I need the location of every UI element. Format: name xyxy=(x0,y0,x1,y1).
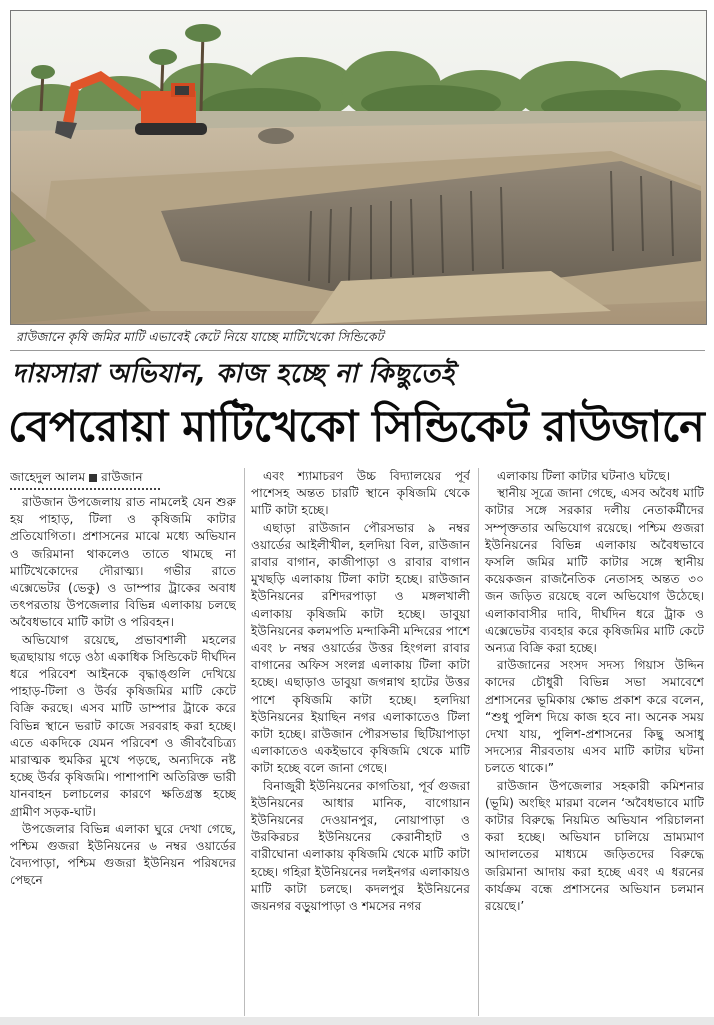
article-column-3 xyxy=(478,468,704,1016)
paragraph: এলাকায় টিলা কাটার ঘটনাও ঘটছে। xyxy=(497,469,671,483)
article-column-2 xyxy=(244,468,470,1016)
article-photo xyxy=(10,10,707,325)
square-bullet-icon xyxy=(89,474,97,482)
byline-divider xyxy=(10,488,160,490)
paragraph: উপজেলার বিভিন্ন এলাকা ঘুরে দেখা গেছে, পশ্চিম গুজরা ইউনিয়নের ৬ নম্বর ওয়ার্ডের বৈদ্যপাড়া, পশ্চিম গুজরা ইউনিয়ন পরিষদের পেছনে xyxy=(10,821,236,888)
article-column-1 xyxy=(10,468,236,1016)
paragraph: এবং শ্যামাচরণ উচ্চ বিদ্যালয়ের পূর্ব পাশেসহ অন্তত চারটি স্থানে কৃষিজমি থেকে মাটি কাটা হচ্ছে। xyxy=(251,469,470,518)
paragraph: অভিযোগ রয়েছে, প্রভাবশালী মহলের ছত্রছায়ায় গড়ে ওঠা একাধিক সিন্ডিকেট দীর্ঘদিন ধরে পরিবেশ আইনকে বৃদ্ধাঙ্গুলি দেখিয়ে পাহাড়-টিলা ও উর্বর কৃষিজমির মাটি কেটে বিক্রি করছে। এসব মাটি ডাম্পার ট্রাকে করে বিভিন্ন স্থানে ভরাট কাজে সরবরাহ করা হচ্ছে। এতে একদিকে যেমন পরিবেশ ও জীববৈচিত্র্য মারাত্মক হুমকির মুখে পড়ছে, অন্যদিকে নষ্ট হচ্ছে উর্বর কৃষিজমি। পাশাপাশি অতিরিক্ত ভারী যানবাহন চলাচলের কারণে ক্ষতিগ্রস্ত হচ্ছে গ্রামীণ সড়ক-ঘাট। xyxy=(10,632,236,819)
byline xyxy=(10,468,236,486)
page-footer-band xyxy=(0,1017,714,1025)
paragraph: স্থানীয় সূত্রে জানা গেছে, এসব অবৈধ মাটি কাটার সঙ্গে সরকার দলীয় নেতাকর্মীদের সম্পৃক্ততার অভিযোগ রয়েছে। পশ্চিম গুজরা ইউনিয়নের বিভিন্ন এলাকায় অবৈধভাবে ফসলি জমির মাটি কাটার সঙ্গে স্থানীয় কয়েকজন রাজনৈতিক নেতাসহ অন্তত ৩০ জন জড়িত রয়েছে বলে অভিযোগ উঠেছে। এলাকাবাসীর দাবি, দীর্ঘদিন ধরে ট্রাক ও এক্সেভেটর ব্যবহার করে কৃষিজমির মাটি কেটে অন্যত্র বিক্রি করা হচ্ছে। xyxy=(485,486,704,656)
article-headline: বেপরোয়া মাটিখেকো সিন্ডিকেট রাউজানে xyxy=(8,402,705,452)
byline-place: রাউজান xyxy=(101,470,143,484)
paragraph: এছাড়া রাউজান পৌরসভার ৯ নম্বর ওয়ার্ডের আইলীখীল, হলদিয়া বিল, রাউজান রাবার বাগান, কাজীপাড়া ও রাবার বাগান মুখছড়ি এলাকায় টিলা কাটা হচ্ছে। রাউজান ইউনিয়নের রশিদরপাড়া ও মঙ্গলখালী এলাকায় কৃষিজমি কাটা হচ্ছে। ডাবুয়া ইউনিয়নের কলমপতি মন্দাকিনী মন্দিরের পাশে এবং ৮ নম্বর ওয়ার্ডের উত্তর হিংগলা রাবার বাগানের অফিস সংলগ্ন এলাকায় টিলা কাটা হচ্ছে। এছাড়াও ডাবুয়া জগন্নাথ হাটের উত্তর পাশে কৃষিজমি কাটা হচ্ছে। হলদিয়া ইউনিয়নের ইয়াছিন নগর এলাকাতেও টিলা কাটা হচ্ছে। রাউজান পৌরসভার ছিটিয়াপাড়া এলাকাতেও একইভাবে কৃষিজমি থেকে মাটি কাটা হচ্ছে বলে জানা গেছে। xyxy=(251,520,470,776)
article-kicker: দায়সারা অভিযান, কাজ হচ্ছে না কিছুতেই xyxy=(12,359,455,389)
paragraph: রাউজান উপজেলার সহকারী কমিশনার (ভূমি) অংছিং মারমা বলেন ‘অবৈধভাবে মাটি কাটার বিরুদ্ধে নিয়মিত অভিযান পরিচালনা করা হচ্ছে। অভিযান চালিয়ে ভ্রাম্যমাণ আদালতের মাধ্যমে জড়িতদের বিরুদ্ধে জরিমানা আদায় করা হচ্ছে এবং এ ধরনের কার্যক্রম বন্ধে প্রশাসনের অভিযান চলমান রয়েছে।’ xyxy=(485,778,704,914)
byline-author: জাহেদুল আলম xyxy=(10,470,86,484)
caption-divider xyxy=(10,350,705,351)
paragraph: রাউজান উপজেলায় রাত নামলেই যেন শুরু হয় পাহাড়, টিলা ও কৃষিজমি কাটার প্রতিযোগিতা। প্রশাসনের মাঝে মধ্যে অভিযান ও জরিমানা থাকলেও তাতে থামছে না মাটিখেকোদের দৌরাত্ম্য। গভীর রাতে এক্সেভেটর (ভেকু) ও ডাম্পার ট্রাকের অবাধ তৎপরতায় উপজেলার বিভিন্ন এলাকায় চলছে অবৈধভাবে মাটি কাটা ও পরিবহন। xyxy=(10,495,236,630)
photo-caption: রাউজানে কৃষি জমির মাটি এভাবেই কেটে নিয়ে যাচ্ছে মাটিখেকো সিন্ডিকেট xyxy=(16,329,384,344)
paragraph: রাউজানের সংসদ সদস্য গিয়াস উদ্দিন কাদের চৌধুরী বিভিন্ন সভা সমাবেশে প্রশাসনের ভূমিকায় ক্ষোভ প্রকাশ করে বলেন, “শুধু পুলিশ দিয়ে কাজ হবে না। অনেক সময় দেখা যায়, পুলিশ-প্রশাসনের কিছু অসাধু সদস্যের নীরবতায় এসব মাটি কাটার ঘটনা চলতে থাকে।” xyxy=(485,658,704,776)
paragraph: বিনাজুরী ইউনিয়নের কাগতিয়া, পূর্ব গুজরা ইউনিয়নের আধার মানিক, বাগোয়ান ইউনিয়নের দেওয়ানপুর, নোয়াপাড়া ও উরকিরচর ইউনিয়নের কেরানীহাট ও বারীঘোনা এলাকায় কৃষিজমি থেকে মাটি কাটা হচ্ছে। গহিরা ইউনিয়নের দলইনগর এলাকায়ও মাটি কাটা চলছে। কদলপুর ইউনিয়নের জয়নগর বড়ুয়াপাড়া ও শমসের নগর xyxy=(251,778,470,914)
article-body xyxy=(10,468,705,1016)
